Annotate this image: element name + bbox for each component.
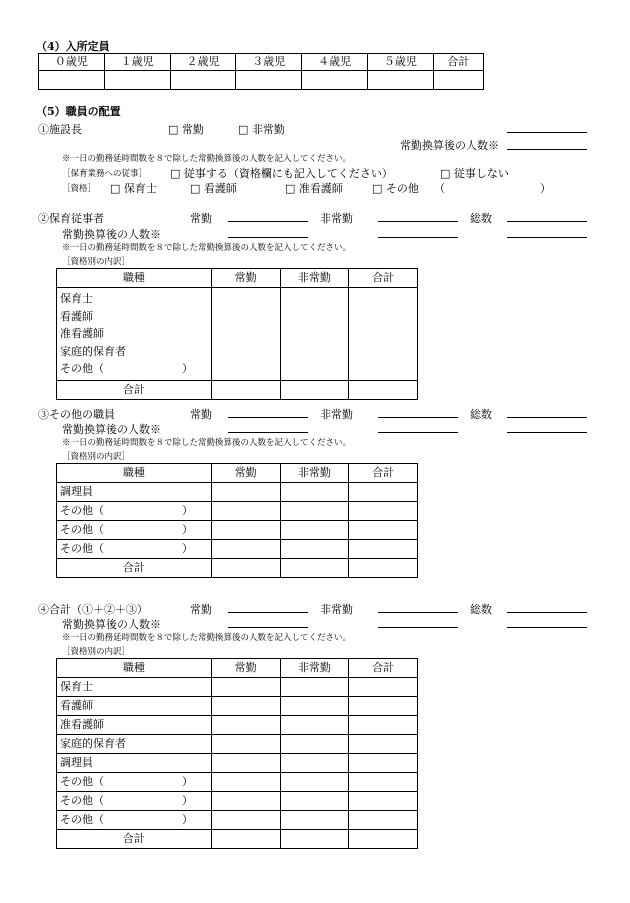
- job-other-label: その他（: [60, 775, 104, 788]
- childcare-fulltime-label: 常勤: [190, 212, 212, 225]
- childcare-fte-line-1[interactable]: [228, 237, 308, 238]
- qual-other-close-paren: ）: [540, 182, 551, 195]
- table-body-row: [57, 288, 418, 381]
- job-cook: 調理員: [57, 483, 212, 502]
- other-fte-line-2[interactable]: [378, 432, 458, 433]
- job-other-label: その他（: [60, 523, 104, 536]
- other-fte-line-1[interactable]: [228, 432, 308, 433]
- other-parttime-label: 非常勤: [320, 408, 353, 421]
- sum-fulltime-label: 常勤: [190, 603, 212, 616]
- childcare-fulltime-line[interactable]: [228, 221, 308, 222]
- director-label: ①施設長: [38, 123, 82, 136]
- col-age-0: ０歳児: [39, 54, 105, 71]
- capacity-cell-2[interactable]: [170, 71, 236, 90]
- job-other-2: [57, 792, 212, 811]
- cell[interactable]: [349, 502, 418, 521]
- cell[interactable]: [349, 540, 418, 559]
- director-duty-label: ［保育業務への従事］: [62, 169, 148, 179]
- table-total-row: [57, 559, 418, 578]
- sum-fulltime-line[interactable]: [228, 612, 308, 613]
- job-family-caregiver: 家庭的保育者: [60, 344, 126, 358]
- childcare-job-list: [57, 288, 212, 381]
- cell[interactable]: [280, 773, 349, 792]
- childcare-breakdown-label: ［資格別の内訳］: [62, 257, 131, 267]
- table-row: [57, 773, 418, 792]
- other-fulltime-line[interactable]: [228, 417, 308, 418]
- table-row: [57, 754, 418, 773]
- table-row: [57, 678, 418, 697]
- col-sum: 合計: [349, 659, 418, 678]
- childcare-fulltime-cell[interactable]: [211, 288, 280, 381]
- sum-parttime-label: 非常勤: [320, 603, 353, 616]
- childcare-parttime-cell[interactable]: [280, 288, 349, 381]
- cell[interactable]: [349, 735, 418, 754]
- capacity-cell-4[interactable]: [302, 71, 368, 90]
- job-hoikushi: 保育士: [57, 678, 212, 697]
- capacity-cell-5[interactable]: [367, 71, 433, 90]
- cell[interactable]: [349, 697, 418, 716]
- job-other-2: [57, 521, 212, 540]
- capacity-cell-0[interactable]: [39, 71, 105, 90]
- other-total-label: 総数: [470, 408, 492, 421]
- job-other-close: ）: [182, 542, 193, 555]
- cell[interactable]: [211, 735, 280, 754]
- col-job: 職種: [57, 659, 212, 678]
- capacity-table: [38, 53, 484, 90]
- sum-fte-line-2[interactable]: [378, 627, 458, 628]
- cell[interactable]: [211, 792, 280, 811]
- childcare-label: ②保育従事者: [38, 212, 104, 225]
- capacity-input-row: [39, 71, 484, 90]
- director-parttime-checkbox[interactable]: □ 非常勤: [238, 123, 285, 136]
- capacity-cell-1[interactable]: [104, 71, 170, 90]
- cell[interactable]: [280, 521, 349, 540]
- table-total-row: [57, 830, 418, 849]
- cell[interactable]: [211, 540, 280, 559]
- cell[interactable]: [349, 811, 418, 830]
- total-row-label: 合計: [57, 559, 212, 578]
- sum-fte-line-1[interactable]: [228, 627, 308, 628]
- director-fulltime-checkbox[interactable]: □ 常勤: [168, 123, 204, 136]
- col-age-1: １歳児: [104, 54, 170, 71]
- cell[interactable]: [349, 678, 418, 697]
- sum-label: ④合計（①＋②＋③）: [38, 603, 148, 616]
- cell[interactable]: [349, 559, 418, 578]
- director-qual-label: ［資格］: [62, 184, 97, 194]
- cell[interactable]: [211, 754, 280, 773]
- job-family-caregiver: 家庭的保育者: [57, 735, 212, 754]
- cell[interactable]: [349, 792, 418, 811]
- cell[interactable]: [280, 735, 349, 754]
- cell[interactable]: [211, 678, 280, 697]
- other-total-line[interactable]: [507, 417, 587, 418]
- childcare-parttime-line[interactable]: [378, 221, 458, 222]
- other-fulltime-label: 常勤: [190, 408, 212, 421]
- job-other-close: ）: [182, 523, 193, 536]
- col-parttime: 非常勤: [280, 464, 349, 483]
- sum-breakdown-table: [56, 658, 418, 849]
- capacity-cell-total[interactable]: [433, 71, 483, 90]
- job-other-label: その他（: [60, 542, 104, 555]
- childcare-fte-line-3[interactable]: [507, 237, 587, 238]
- cell[interactable]: [280, 559, 349, 578]
- childcare-note: ※一日の勤務延時間数を８で除した常勤換算後の人数を記入してください。: [62, 243, 352, 253]
- cell[interactable]: [211, 697, 280, 716]
- job-assoc-nurse: 准看護師: [57, 716, 212, 735]
- other-breakdown-label: ［資格別の内訳］: [62, 452, 131, 462]
- job-other-label: その他（: [60, 362, 104, 375]
- sum-total-label: 総数: [470, 603, 492, 616]
- table-row: [57, 735, 418, 754]
- cell[interactable]: [349, 754, 418, 773]
- cell[interactable]: [349, 483, 418, 502]
- cell[interactable]: [211, 773, 280, 792]
- section-5-title: （5）職員の配置: [36, 105, 121, 118]
- col-job: 職種: [57, 464, 212, 483]
- cell[interactable]: [280, 483, 349, 502]
- table-row: [57, 483, 418, 502]
- sum-fte-line-3[interactable]: [507, 627, 587, 628]
- job-other-close: ）: [182, 775, 193, 788]
- job-hoikushi: 保育士: [60, 292, 93, 305]
- cell[interactable]: [280, 502, 349, 521]
- director-note: ※一日の勤務延時間数を８で除した常勤換算後の人数を記入してください。: [62, 154, 352, 164]
- col-fulltime: 常勤: [211, 269, 280, 288]
- qual-hoikushi-checkbox[interactable]: □ 保育士: [110, 182, 157, 195]
- job-other-close: ）: [182, 794, 193, 807]
- job-other-close: ）: [182, 362, 193, 375]
- cell[interactable]: [211, 502, 280, 521]
- qual-other-open-paren: （: [434, 182, 445, 195]
- job-other-label: その他（: [60, 794, 104, 807]
- sum-note: ※一日の勤務延時間数を８で除した常勤換算後の人数を記入してください。: [62, 633, 352, 643]
- childcare-breakdown-table: [56, 268, 418, 400]
- duty-yes-text: □ 従事する（資格欄にも記入してください）: [170, 167, 393, 180]
- cell[interactable]: [280, 811, 349, 830]
- col-total: 合計: [433, 54, 483, 71]
- job-other-close: ）: [182, 504, 193, 517]
- childcare-total-label: 総数: [470, 212, 492, 225]
- sum-total-line[interactable]: [507, 612, 587, 613]
- job-other-3: [57, 540, 212, 559]
- qual-assoc-nurse-checkbox[interactable]: □ 准看護師: [285, 182, 343, 195]
- cell[interactable]: [280, 830, 349, 849]
- other-note: ※一日の勤務延時間数を８で除した常勤換算後の人数を記入してください。: [62, 438, 352, 448]
- total-row-label: 合計: [57, 830, 212, 849]
- job-assoc-nurse: 准看護師: [60, 327, 104, 340]
- table-row: [57, 521, 418, 540]
- job-nurse: 看護師: [60, 309, 93, 323]
- cell[interactable]: [211, 811, 280, 830]
- cell[interactable]: [349, 716, 418, 735]
- table-row: [57, 792, 418, 811]
- other-fte-label: 常勤換算後の人数※: [62, 423, 161, 436]
- cell[interactable]: [211, 521, 280, 540]
- childcare-sum-cell[interactable]: [349, 288, 418, 381]
- capacity-header-row: [39, 54, 484, 71]
- table-row: [57, 697, 418, 716]
- total-sum-cell[interactable]: [349, 380, 418, 399]
- col-sum: 合計: [349, 464, 418, 483]
- sum-fte-label: 常勤換算後の人数※: [62, 618, 161, 631]
- cell[interactable]: [211, 559, 280, 578]
- col-age-2: ２歳児: [170, 54, 236, 71]
- other-label: ③その他の職員: [38, 408, 115, 421]
- childcare-fte-label: 常勤換算後の人数※: [62, 228, 161, 241]
- table-row: [57, 811, 418, 830]
- cell[interactable]: [280, 697, 349, 716]
- col-sum: 合計: [349, 269, 418, 288]
- col-parttime: 非常勤: [280, 659, 349, 678]
- other-breakdown-table: [56, 463, 418, 578]
- sum-breakdown-label: ［資格別の内訳］: [62, 647, 131, 657]
- job-other-3: [57, 811, 212, 830]
- job-other: [60, 360, 211, 378]
- col-parttime: 非常勤: [280, 269, 349, 288]
- table-row: [57, 540, 418, 559]
- cell[interactable]: [349, 830, 418, 849]
- table-header-row: [57, 659, 418, 678]
- cell[interactable]: [280, 678, 349, 697]
- table-row: [57, 716, 418, 735]
- qual-other-checkbox[interactable]: □ その他: [372, 182, 419, 195]
- job-cook: 調理員: [57, 754, 212, 773]
- job-other-label: その他（: [60, 504, 104, 517]
- table-header-row: [57, 269, 418, 288]
- director-fte-label: 常勤換算後の人数※: [400, 139, 499, 152]
- director-duty-yes[interactable]: [170, 165, 393, 181]
- col-age-5: ５歳児: [367, 54, 433, 71]
- cell[interactable]: [280, 792, 349, 811]
- cell[interactable]: [280, 540, 349, 559]
- cell[interactable]: [280, 754, 349, 773]
- other-fte-line-3[interactable]: [507, 432, 587, 433]
- sum-parttime-line[interactable]: [378, 612, 458, 613]
- director-fte-line[interactable]: [507, 149, 587, 150]
- childcare-total-line[interactable]: [507, 221, 587, 222]
- cell[interactable]: [211, 830, 280, 849]
- col-fulltime: 常勤: [211, 659, 280, 678]
- table-total-row: [57, 380, 418, 399]
- director-blank-line[interactable]: [507, 132, 587, 133]
- col-job: 職種: [57, 269, 212, 288]
- total-row-label: 合計: [57, 380, 212, 399]
- table-row: [57, 502, 418, 521]
- qual-nurse-checkbox[interactable]: □ 看護師: [190, 182, 237, 195]
- cell[interactable]: [211, 716, 280, 735]
- total-parttime-cell[interactable]: [280, 380, 349, 399]
- director-duty-no[interactable]: □ 従事しない: [440, 167, 509, 180]
- job-nurse: 看護師: [57, 697, 212, 716]
- capacity-cell-3[interactable]: [236, 71, 302, 90]
- section-4-title: （4）入所定員: [36, 40, 110, 53]
- cell[interactable]: [211, 483, 280, 502]
- cell[interactable]: [349, 773, 418, 792]
- childcare-parttime-label: 非常勤: [320, 212, 353, 225]
- job-other-1: [57, 502, 212, 521]
- col-fulltime: 常勤: [211, 464, 280, 483]
- job-other-1: [57, 773, 212, 792]
- job-other-label: その他（: [60, 813, 104, 826]
- total-fulltime-cell[interactable]: [211, 380, 280, 399]
- childcare-fte-line-2[interactable]: [378, 237, 458, 238]
- job-other-close: ）: [182, 813, 193, 826]
- col-age-4: ４歳児: [302, 54, 368, 71]
- cell[interactable]: [349, 521, 418, 540]
- other-parttime-line[interactable]: [378, 417, 458, 418]
- col-age-3: ３歳児: [236, 54, 302, 71]
- cell[interactable]: [280, 716, 349, 735]
- table-header-row: [57, 464, 418, 483]
